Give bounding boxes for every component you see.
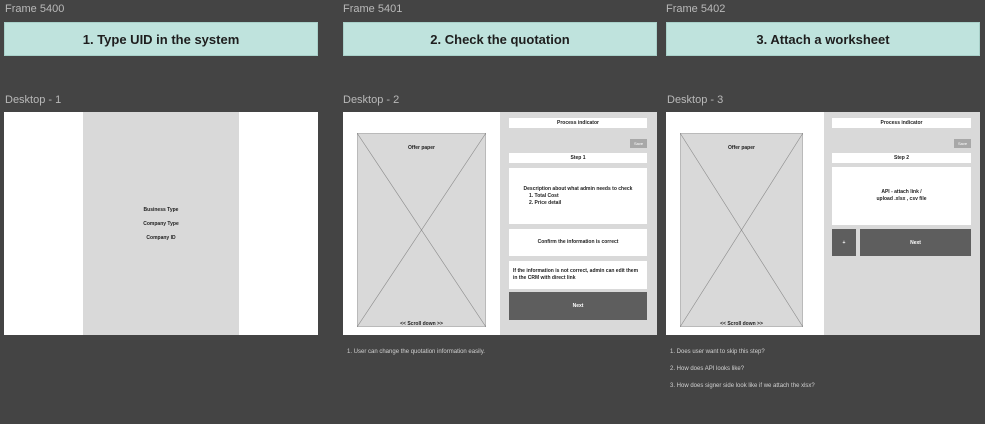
desktop-1-frame [4,112,318,335]
add-attachment-button[interactable]: + [832,229,856,256]
offer-paper-placeholder [680,133,803,327]
offer-paper-label: Offer paper [728,145,755,151]
desktop-label-2: Desktop - 2 [343,94,400,106]
save-button[interactable]: Save [630,139,647,148]
desktop-2-frame [343,112,657,335]
edit-in-crm-note[interactable] [509,261,647,289]
frame-label-5401: Frame 5401 [343,3,403,15]
step-header-2: 2. Check the quotation [343,22,657,56]
edit-note-line-1: If the information is not correct, admin can edit them [513,268,639,274]
edit-note-line-2: in the CRM with direct link [513,275,576,281]
api-line-1: API - attach link / [881,189,922,195]
step-header-3: 3. Attach a worksheet [666,22,980,56]
next-button[interactable]: Next [860,229,971,256]
step-indicator: Step 2 [832,153,971,163]
confirm-information-box[interactable]: Confirm the information is correct [509,229,647,256]
description-item-total-cost: 1. Total Cost [529,192,559,199]
step-indicator: Step 1 [509,153,647,163]
note-desktop-2-item-1: 1. User can change the quotation information easily. [347,349,485,355]
desktop-label-1: Desktop - 1 [5,94,62,106]
process-panel [824,112,980,335]
note-desktop-3-item-1: 1. Does user want to skip this step? [670,349,765,355]
api-attach-area[interactable] [832,167,971,225]
step-header-1: 1. Type UID in the system [4,22,318,56]
description-item-price-detail: 2. Price detail [529,199,562,206]
process-panel [500,112,657,335]
uid-form-panel [83,112,239,335]
description-title: Description about what admin needs to check [523,185,633,192]
process-indicator: Process indicator [832,118,971,128]
image-placeholder-icon [680,133,803,327]
image-placeholder-icon [357,133,486,327]
scroll-down-hint: << Scroll down >> [400,321,443,327]
desktop-3-frame [666,112,980,335]
process-indicator: Process indicator [509,118,647,128]
scroll-down-hint: << Scroll down >> [720,321,763,327]
description-card [509,168,647,224]
save-button[interactable]: Save [954,139,971,148]
next-button[interactable]: Next [509,292,647,320]
business-type-field[interactable]: Business Type [143,207,179,213]
note-desktop-3-item-3: 3. How does signer side look like if we attach the xlsx? [670,383,815,389]
company-id-field[interactable]: Company ID [146,235,176,241]
frame-label-5402: Frame 5402 [666,3,726,15]
desktop-label-3: Desktop - 3 [667,94,724,106]
offer-paper-label: Offer paper [408,145,435,151]
api-line-2: upload .xlsx , csv file [876,196,927,202]
offer-paper-placeholder [357,133,486,327]
company-type-field[interactable]: Company Type [143,221,179,227]
frame-label-5400: Frame 5400 [5,3,65,15]
note-desktop-3-item-2: 2. How does API looks like? [670,366,745,372]
